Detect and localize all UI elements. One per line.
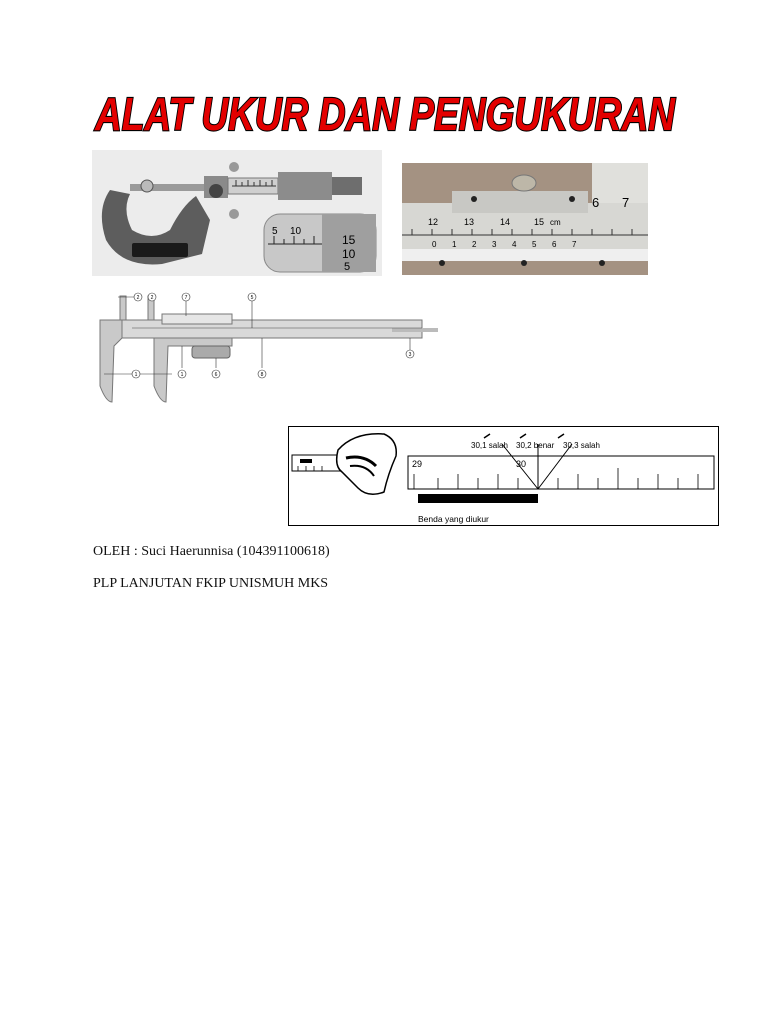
callout-number: 2 [136,295,140,301]
micrometer-image [92,150,382,276]
caliper-diagram [92,286,438,404]
caliper-main-unit: cm [550,218,561,227]
caliper-main-number: 15 [534,217,545,227]
micrometer-number: 10 [290,226,302,237]
callout-number: 1 [180,372,184,378]
organization-line: PLP LANJUTAN FKIP UNISMUH MKS [93,576,329,591]
callout-number: 6 [214,372,218,378]
callout-number: 2 [150,295,154,301]
title-text: ALAT UKUR DAN PENGUKURAN [94,88,676,140]
caliper-top-number: 6 [592,195,600,210]
callout-number: 1 [134,372,138,378]
vernier-number: 2 [472,240,477,249]
scale-label-30: 30 [516,459,527,469]
caliper-photo-image [402,163,648,275]
micrometer-number: 15 [342,233,356,247]
caliper-top-number: 7 [622,195,630,210]
micrometer-number: 10 [342,247,356,261]
document-title [90,84,680,144]
vernier-number: 3 [492,240,497,249]
scale-label-29: 29 [412,459,423,469]
author-line: OLEH : Suci Haerunnisa (104391100618) [93,544,330,559]
reading-wrong-2: 30,3 salah [563,441,600,450]
callout-number: 5 [250,295,254,301]
vernier-number: 1 [452,240,457,249]
vernier-number: 4 [512,240,517,249]
callout-number: 8 [260,372,264,378]
object-label: Benda yang diukur [418,514,489,524]
caliper-main-number: 14 [500,217,511,227]
caliper-main-number: 13 [464,217,475,227]
reading-correct: 30,2 benar [516,441,555,450]
vernier-number: 0 [432,240,437,249]
micrometer-number: 5 [344,261,351,273]
caliper-main-number: 12 [428,217,439,227]
vernier-number: 6 [552,240,557,249]
parallax-diagram [288,426,719,526]
callout-number: 3 [408,352,412,358]
vernier-number: 5 [532,240,537,249]
vernier-number: 7 [572,240,577,249]
micrometer-number: 5 [272,226,278,237]
callout-number: 7 [184,295,188,301]
reading-wrong-1: 30,1 salah [471,441,508,450]
